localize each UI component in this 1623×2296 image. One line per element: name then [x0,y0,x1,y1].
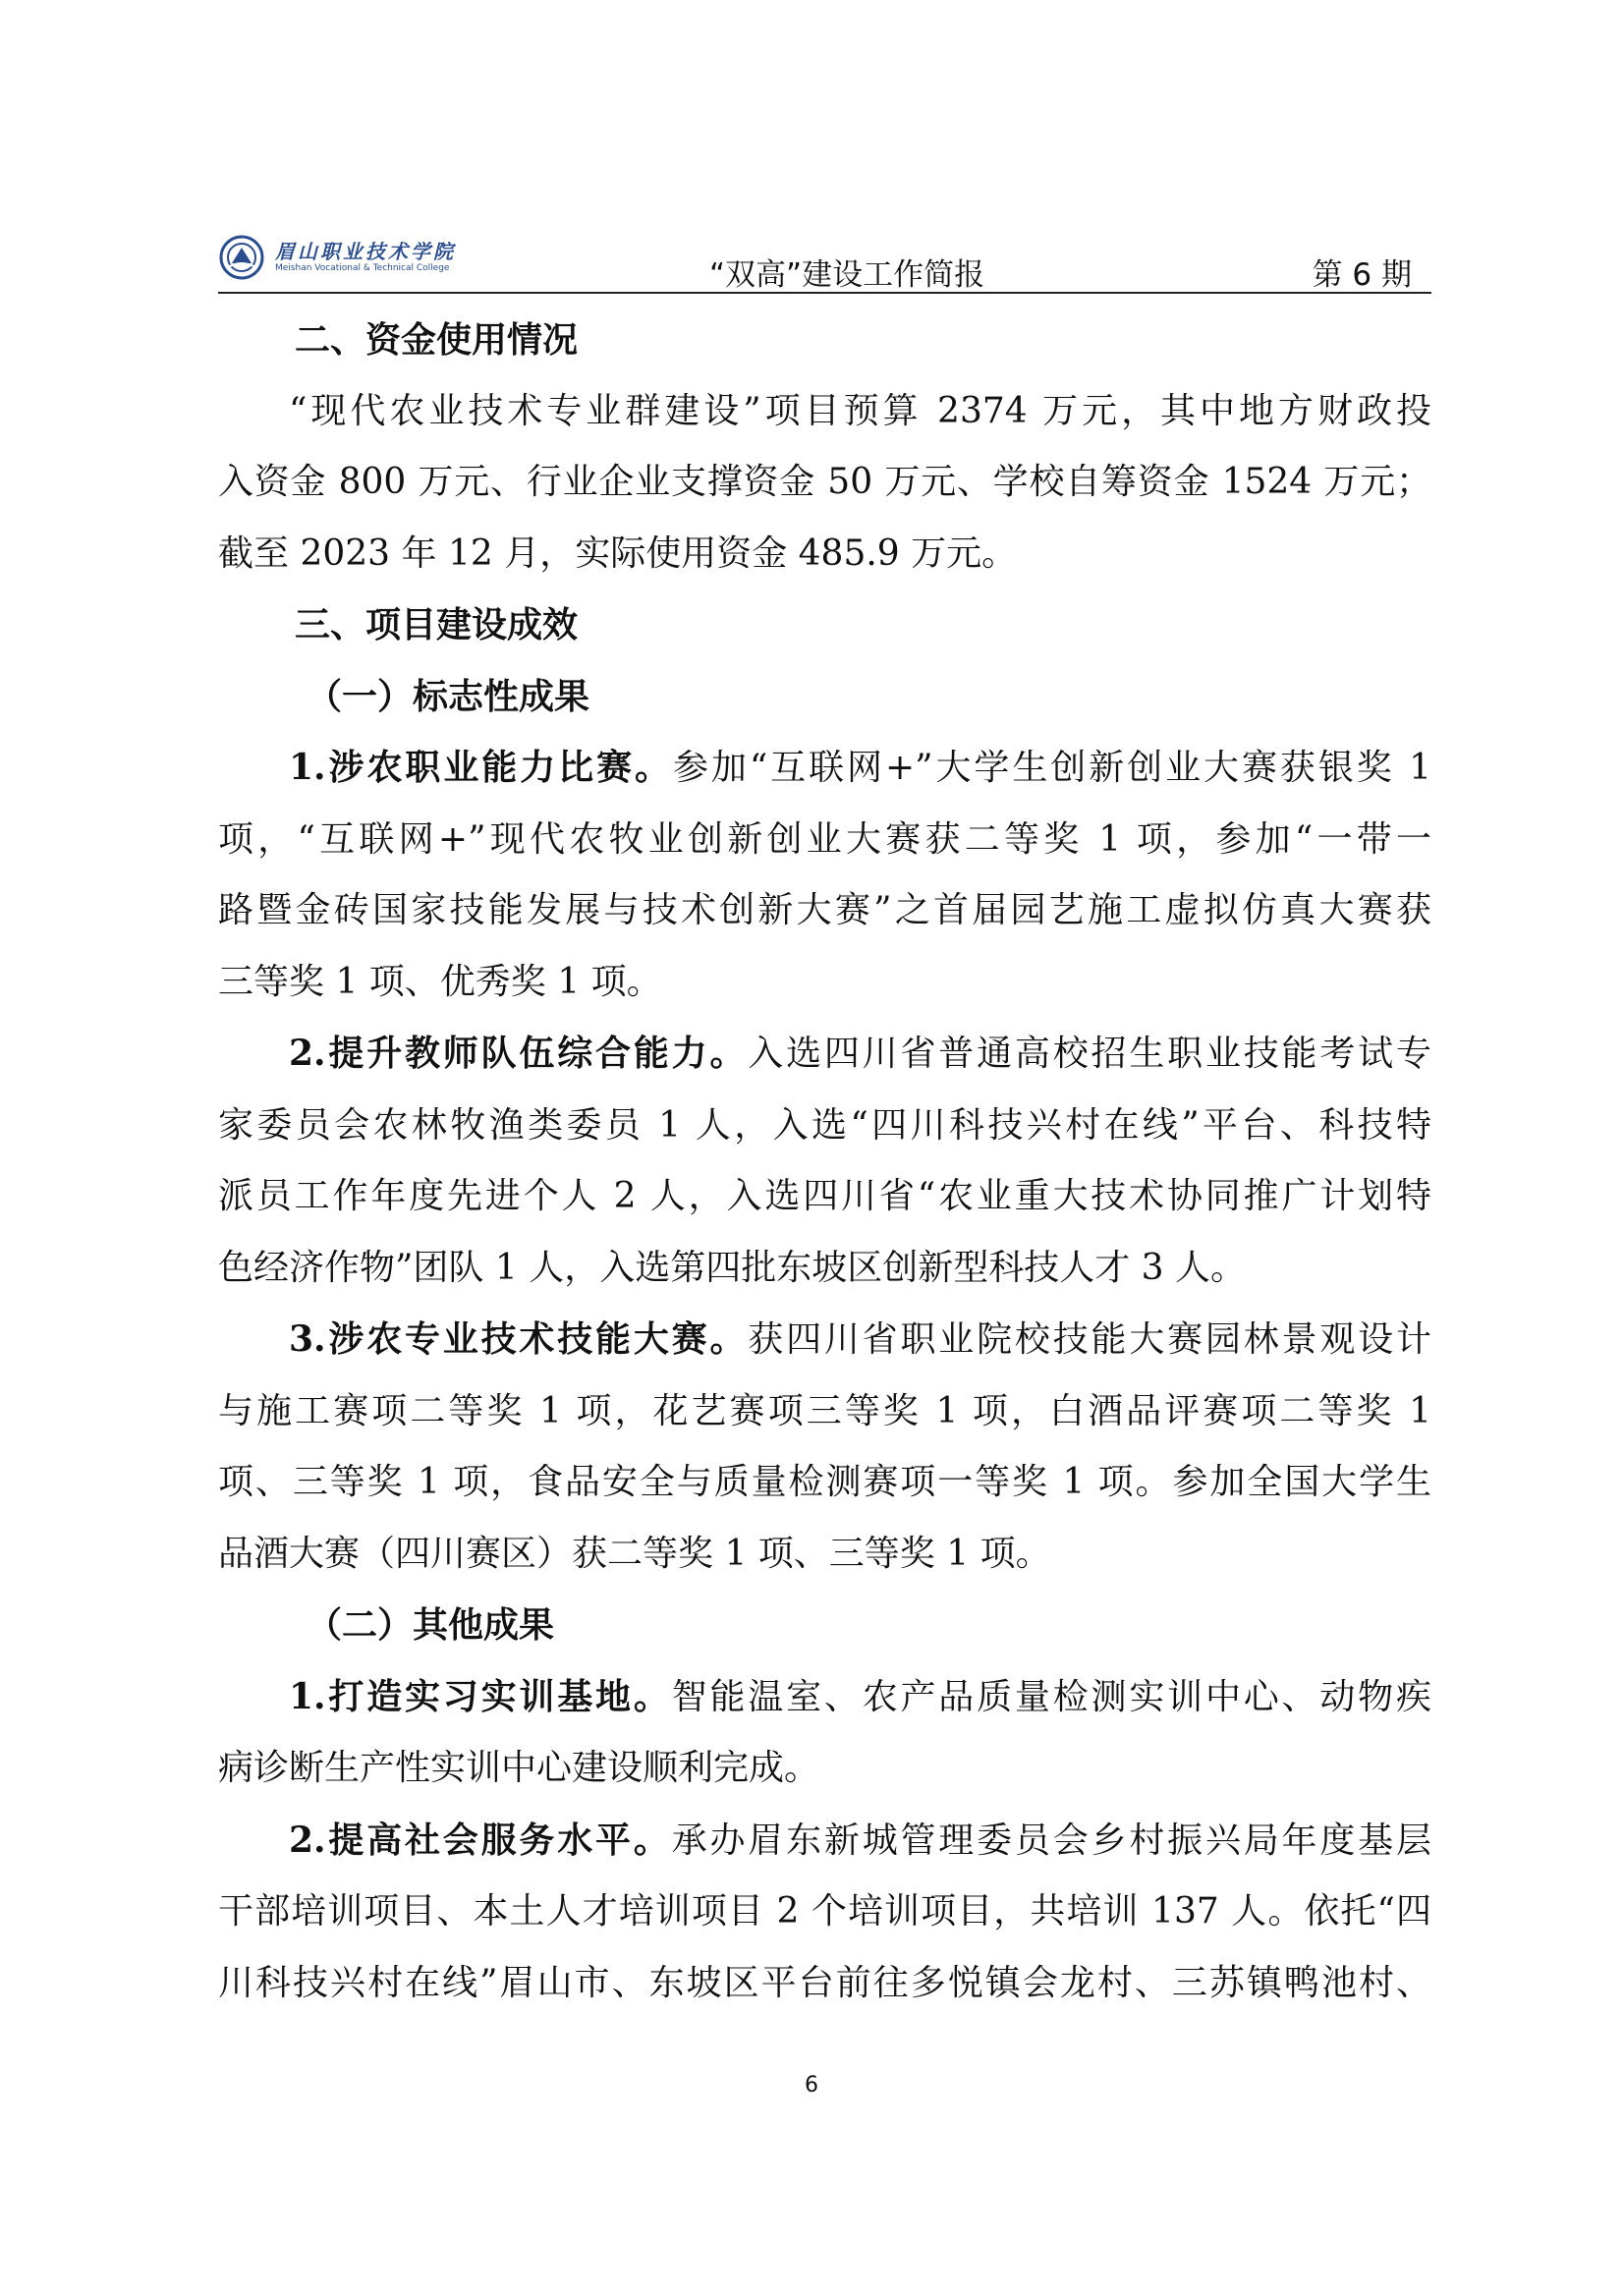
subsection-heading-landmark: （一）标志性成果 [307,675,590,717]
paragraph-line: 品酒大赛（四川赛区）获二等奖 1 项、三等奖 1 项。 [218,1533,1051,1574]
document-body [218,305,1431,2019]
bulletin-title: “双高”建设工作简报 [709,257,985,293]
paragraph-line: 截至 2023 年 12 月，实际使用资金 485.9 万元。 [218,532,1018,574]
paragraph-line: 派员工作年度先进个人 2 人，入选四川省“农业重大技术协同推广计划特 [218,1176,1431,1216]
paragraph-line: 三等奖 1 项、优秀奖 1 项。 [218,961,662,1002]
page-header [218,228,1431,293]
item-text: 智能温室、农产品质量检测实训中心、动物疾 [671,1676,1431,1717]
section-heading-funding: 二、资金使用情况 [295,319,579,361]
paragraph-line [218,732,1431,805]
item-title: 1.涉农职业能力比赛。 [289,747,673,788]
header-divider [218,292,1431,294]
paragraph-line: 项、三等奖 1 项，食品安全与质量检测赛项一等奖 1 项。参加全国大学生 [218,1462,1431,1502]
paragraph-line [218,1805,1431,1877]
logo-chinese-name: 眉山职业技术学院 [275,240,456,263]
paragraph-line: 干部培训项目、本土人才培训项目 2 个培训项目，共培训 137 人。依托“四 [218,1891,1431,1932]
item-text: 参加“互联网+”大学生创新创业大赛获银奖 1 [672,748,1431,788]
paragraph-line: 与施工赛项二等奖 1 项，花艺赛项三等奖 1 项，白酒品评赛项二等奖 1 [218,1390,1431,1431]
college-emblem-icon [218,234,269,281]
item-title: 2.提高社会服务水平。 [289,1819,672,1861]
paragraph-line [218,1304,1431,1376]
logo-english-name: Meishan Vocational & Technical College [275,263,450,273]
paragraph-line [218,1661,1431,1734]
paragraph-line: 川科技兴村在线”眉山市、东坡区平台前往多悦镇会龙村、三苏镇鸭池村、 [218,1962,1431,2003]
item-text: 获四川省职业院校技能大赛园林景观设计 [748,1319,1431,1360]
college-logo [218,234,474,281]
paragraph-line: 项，“互联网+”现代农牧业创新创业大赛获二等奖 1 项，参加“一带一 [218,818,1431,860]
paragraph-line: 家委员会农林牧渔类委员 1 人，入选“四川科技兴村在线”平台、科技特 [218,1104,1431,1146]
paragraph-line: 病诊断生产性实训中心建设顺利完成。 [218,1748,820,1788]
paragraph-line: 入资金 800 万元、行业企业支撑资金 50 万元、学校自筹资金 1524 万元； [218,462,1431,502]
item-title: 2.提升教师队伍综合能力。 [289,1033,749,1074]
page-number: 6 [805,2073,818,2098]
item-title: 1.打造实习实训基地。 [289,1675,672,1717]
item-text: 承办眉东新城管理委员会乡村振兴局年度基层 [671,1820,1431,1861]
section-heading-results: 三、项目建设成效 [295,604,579,645]
paragraph-line: 路暨金砖国家技能发展与技术创新大赛”之首届园艺施工虚拟仿真大赛获 [218,890,1431,930]
paragraph-line [218,1018,1431,1091]
item-text: 入选四川省普通高校招生职业技能考试专 [748,1034,1431,1074]
item-title: 3.涉农专业技术技能大赛。 [289,1318,749,1360]
paragraph-line: 色经济作物”团队 1 人，入选第四批东坡区创新型科技人才 3 人。 [218,1247,1246,1288]
paragraph-line: “现代农业技术专业群建设”项目预算 2374 万元，其中地方财政投 [289,390,1431,431]
issue-number: 第 6 期 [1312,257,1412,293]
subsection-heading-other: （二）其他成果 [307,1604,555,1646]
